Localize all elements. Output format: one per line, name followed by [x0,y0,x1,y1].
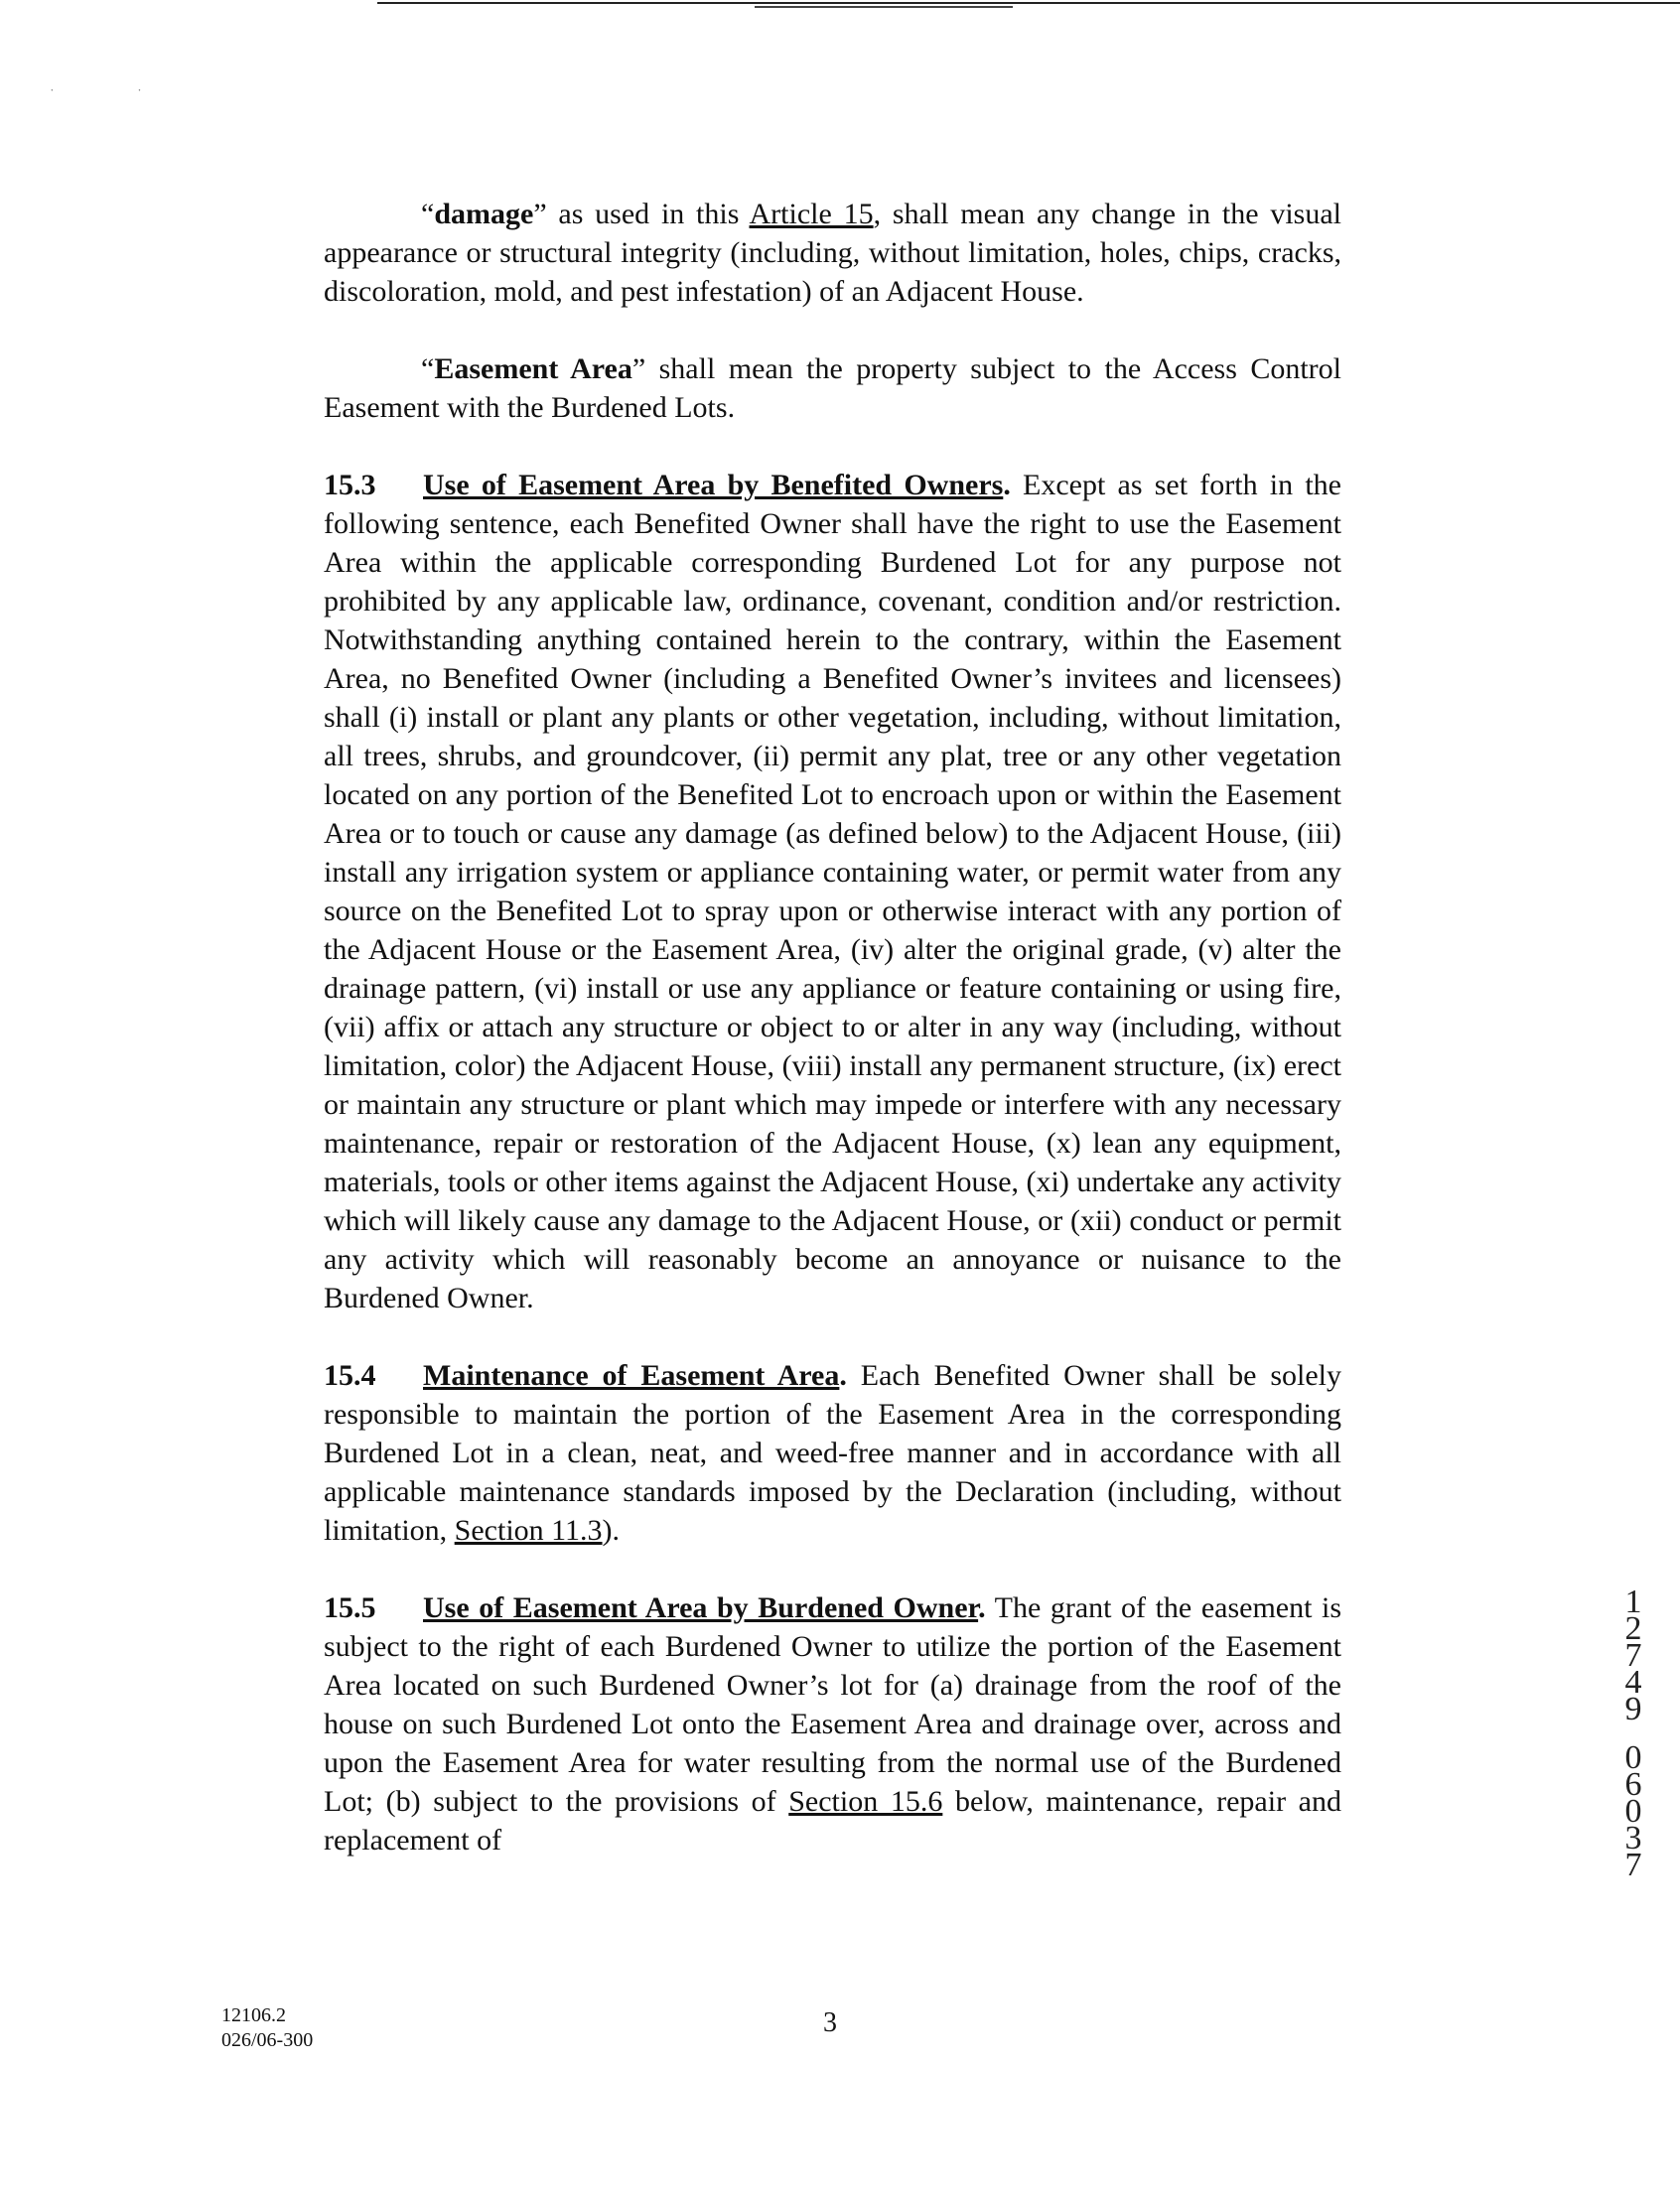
definition-damage: “damage” as used in this Article 15, shall mean any change in the visual appearance or structural integrity (including, without limitation, holes, chips, cracks, discoloration, mold, and pest infestation) of an Adjacent House. [324,198,1341,308]
section-number: 15.5 [324,1591,376,1624]
section-number: 15.3 [324,469,376,501]
stamp-digit: 2 [1624,1610,1642,1647]
stamp-digit: 1 [1624,1583,1642,1620]
section-body: Each Benefited Owner shall be solely responsible to maintain the portion of the Easement Area in the corresponding Burdened Lot in a clean, neat, and weed-free manner and in accordance with all applicable maintenance standards imposed by the Declaration (including, without limitation, [324,1359,1341,1547]
scan-top-edge-line [377,2,1680,4]
section-body: The grant of the easement is subject to the right of each Burdened Owner to utilize the portion of the Easement Area located on such Burdened Owner’s lot for (a) drainage from the roof of the house on such Burdened Lot onto the Easement Area and drainage over, across and upon the Easement Area for water resulting from the normal use of the Burdened Lot; (b) subject to the provisions of [324,1591,1342,1818]
stamp-digit: 6 [1624,1766,1642,1803]
article-reference: Article 15 [749,198,874,230]
recording-number-stamp [1616,1583,1650,1883]
scan-top-edge-line [755,6,1013,8]
section-body: Except as set forth in the following sentence, each Benefited Owner shall have the right to use the Easement Area within the applicable corresponding Burdened Lot for any purpose not prohibited by any applicable law, ordinance, covenant, condition and/or restriction. Notwithstanding anything contained herein to the contrary, within the Easement Area, no Benefited Owner (including a Benefited Owner’s invitees and licensees) shall (i) install or plant any plants or other vegetation, including, without limitation, all trees, shrubs, and groundcover, (ii) permit any plat, tree or any other vegetation located on any portion of the Benefited Lot to encroach upon or within the Easement Area or to touch or cause any damage (as defined below) to the Adjacent House, (iii) install any irrigation system or appliance containing water, or permit water from any source on the Benefited Lot to spray upon or otherwise interact with any portion of the Adjacent House or the Easement Area, (iv) alter the original grade, (v) alter the drainage pattern, (vi) install or use any appliance or feature containing or using fire, (vii) affix or attach any structure or object to or alter in any way (including, without limitation, color) the Adjacent House, (viii) install any permanent structure, (ix) erect or maintain any structure or plant which may impede or interfere with any necessary maintenance, repair or restoration of the Adjacent House, (x) lean any equipment, materials, tools or other items against the Adjacent House, (xi) undertake any activity which will likely cause any damage to the Adjacent House, or (xii) conduct or permit any activity which will reasonably become an annoyance or nuisance to the Burdened Owner. [324,469,1341,1314]
definition-easement-area: “Easement Area” shall mean the property subject to the Access Control Easement with the Burdened Lots. [324,352,1341,424]
section-reference: Section 11.3 [454,1514,603,1547]
section-reference: Section 15.6 [788,1785,943,1818]
section-15-5: 15.5 Use of Easement Area by Burdened Owner. The grant of the easement is subject to the right of each Burdened Owner to utilize the portion of the Easement Area located on such Burdened Owner’s lot for (a) drainage from the roof of the house on such Burdened Lot onto the Easement Area and drainage over, across and upon the Easement Area for water resulting from the normal use of the Burdened Lot; (b) subject to the provisions of Section 15.6 below, maintenance, repair and replacement of [324,1588,1341,1859]
scan-speck-marks: ˙ ˙ [50,87,182,102]
document-id [221,2003,313,2053]
document-id-line: 026/06-300 [221,2029,314,2051]
stamp-digit: 0 [1624,1793,1642,1830]
section-15-4: 15.4 Maintenance of Easement Area. Each Benefited Owner shall be solely responsible to maintain the portion of the Easement Area in the corresponding Burdened Lot in a clean, neat, and weed-free manner and in accordance with all applicable maintenance standards imposed by the Declaration (including, without limitation, Section 11.3). [324,1356,1341,1550]
section-heading: Use of Easement Area by Benefited Owners [423,469,1004,501]
document-body [324,195,1341,1898]
stamp-digit: 0 [1624,1739,1642,1776]
stamp-digit: 9 [1624,1691,1642,1727]
section-number: 15.4 [324,1359,376,1392]
section-15-3: 15.3 Use of Easement Area by Benefited Owners. Except as set forth in the following sentence, each Benefited Owner shall have the right to use the Easement Area within the applicable corresponding Burdened Lot for any purpose not prohibited by any applicable law, ordinance, covenant, condition and/or restriction. Notwithstanding anything contained herein to the contrary, within the Easement Area, no Benefited Owner (including a Benefited Owner’s invitees and licensees) shall (i) install or plant any plants or other vegetation, including, without limitation, all trees, shrubs, and groundcover, (ii) permit any plat, tree or any other vegetation located on any portion of the Benefited Lot to encroach upon or within the Easement Area or to touch or cause any damage (as defined below) to the Adjacent House, (iii) install any irrigation system or appliance containing water, or permit water from any source on the Benefited Lot to spray upon or otherwise interact with any portion of the Adjacent House or the Easement Area, (iv) alter the original grade, (v) alter the drainage pattern, (vi) install or use any appliance or feature containing or using fire, (vii) affix or attach any structure or object to or alter in any way (including, without limitation, color) the Adjacent House, (viii) install any permanent structure, (ix) erect or maintain any structure or plant which may impede or interfere with any necessary maintenance, repair or restoration of the Adjacent House, (x) lean any equipment, materials, tools or other items against the Adjacent House, (xi) undertake any activity which will likely cause any damage to the Adjacent House, or (xii) conduct or permit any activity which will reasonably become an annoyance or nuisance to the Burdened Owner. [324,466,1341,1317]
stamp-digit: 3 [1624,1820,1642,1857]
stamp-digit: 7 [1624,1847,1642,1883]
section-heading: Maintenance of Easement Area [423,1359,840,1392]
stamp-digit: 7 [1624,1637,1642,1674]
document-id-line: 12106.2 [221,2004,286,2026]
defined-term-damage: damage [434,198,534,230]
stamp-digit: 4 [1624,1664,1642,1701]
section-heading: Use of Easement Area by Burdened Owner [423,1591,979,1624]
page-number: 3 [823,2007,837,2038]
defined-term-easement-area: Easement Area [434,352,632,385]
